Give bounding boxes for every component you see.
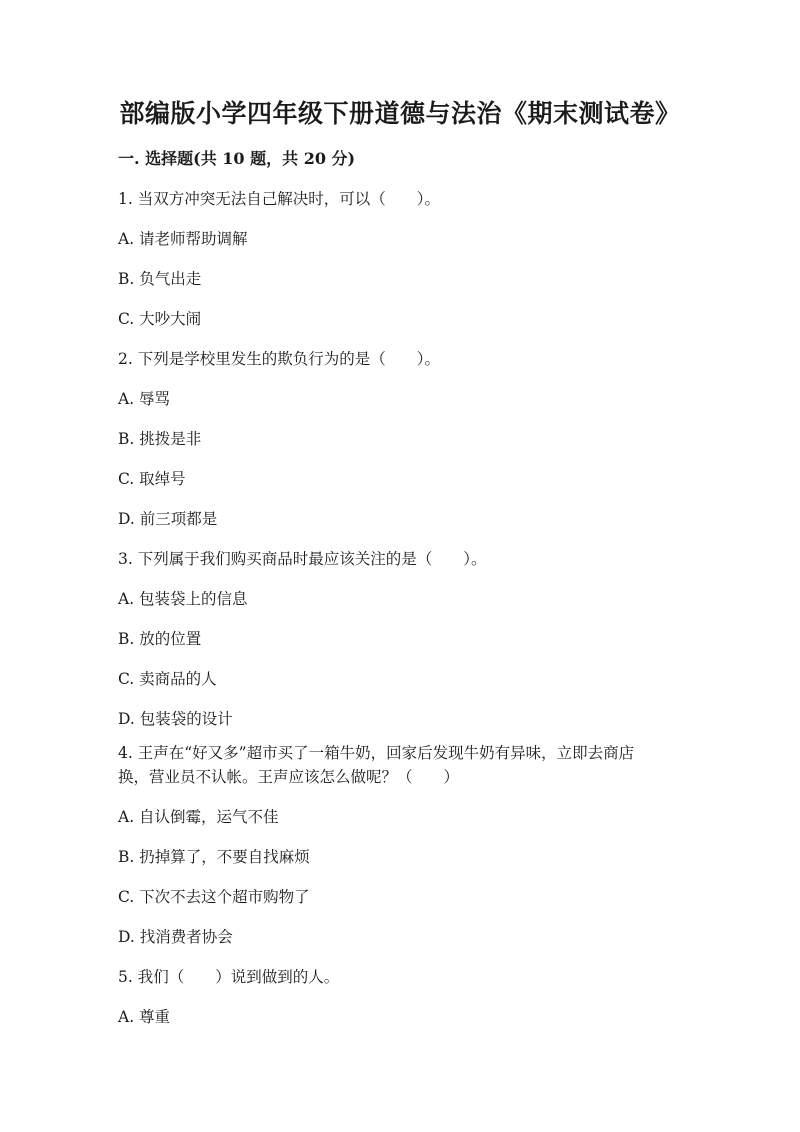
- question-1-option-a: A. 请老师帮助调解: [118, 230, 248, 248]
- question-4-stem-line-1: 4. 王声在“好又多”超市买了一箱牛奶，回家后发现牛奶有异味，立即去商店: [118, 744, 635, 762]
- question-1-option-c: C. 大吵大闹: [118, 310, 202, 328]
- question-1-option-b: B. 负气出走: [118, 270, 202, 288]
- question-4-option-d: D. 找消费者协会: [118, 928, 233, 946]
- question-2-stem: 2. 下列是学校里发生的欺负行为的是（ ）。: [118, 350, 440, 368]
- question-3-stem: 3. 下列属于我们购买商品时最应该关注的是（ ）。: [118, 550, 487, 568]
- question-3-option-c: C. 卖商品的人: [118, 670, 217, 688]
- section-heading: 一. 选择题(共 10 题，共 20 分): [118, 149, 356, 168]
- question-5-stem: 5. 我们（ ）说到做到的人。: [118, 968, 340, 986]
- question-4-option-a: A. 自认倒霉，运气不佳: [118, 808, 279, 826]
- question-2-option-a: A. 辱骂: [118, 390, 171, 408]
- question-1-stem: 1. 当双方冲突无法自己解决时，可以（ ）。: [118, 190, 440, 208]
- question-3-option-d: D. 包装袋的设计: [118, 710, 233, 728]
- question-4-stem-line-2: 换，营业员不认帐。王声应该怎么做呢？（ ）: [118, 768, 460, 786]
- question-5-option-a: A. 尊重: [118, 1008, 171, 1026]
- question-4-option-c: C. 下次不去这个超市购物了: [118, 888, 310, 906]
- question-2-option-c: C. 取绰号: [118, 470, 186, 488]
- page-title: 部编版小学四年级下册道德与法治《期末测试卷》: [119, 99, 681, 128]
- question-2-option-b: B. 挑拨是非: [118, 430, 202, 448]
- question-3-option-b: B. 放的位置: [118, 630, 202, 648]
- question-3-option-a: A. 包装袋上的信息: [118, 590, 248, 608]
- question-2-option-d: D. 前三项都是: [118, 510, 218, 528]
- question-4-option-b: B. 扔掉算了，不要自找麻烦: [118, 848, 310, 866]
